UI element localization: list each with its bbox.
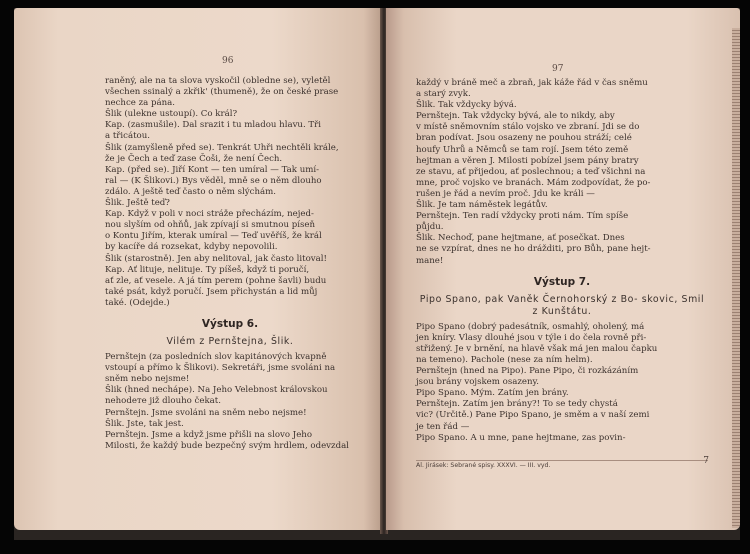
text-line: Šlik (hned nechápe). Na Jeho Velebnost královskou (105, 385, 328, 396)
text-line: ne se vzpírat, dnes ne ho drážditi, pro Bůh, pane hejt- (416, 244, 651, 255)
footer-imprint: Al. Jirásek: Sebrané spisy. XXXVI. — III. vyd. (416, 460, 708, 469)
text-line: mne, proč vojsko ve branách. Mám zodpovídat, že po- (416, 177, 651, 188)
text-line: rušen je řád a nevím proč. Jdu ke králi — (416, 188, 595, 199)
text-line: půjdu. (416, 222, 444, 233)
text-line: bran podívat. Jsou osazeny ne pouhou stráží; celé (416, 133, 632, 144)
text-line: Šlik. Jste, tak jest. (105, 418, 184, 429)
text-line: Šlik (ulekne ustoupí). Co král? (105, 109, 238, 120)
text-line: Pernštejn. Tak vždycky bývá, ale to nikdy, aby (416, 111, 615, 122)
text-line: na temeno). Pachole (nese za ním helm). (416, 354, 593, 365)
text-line: Pipo Spano (dobrý padesátník, osmahlý, oholený, má (416, 321, 645, 332)
text-line: Pipo Spano. A u mne, pane hejtmane, zas povin- (416, 432, 626, 443)
text-line: Kap. (zasmušile). Dal srazit i tu mladou hlavu. Tři (105, 120, 322, 131)
text-line: Pernštejn. Ten radí vždycky proti nám. Tím spíše (416, 211, 629, 222)
text-line: by kacíře dá rozsekat, kdyby nepovolili. (105, 242, 278, 253)
text-line: také psát, když poručí. Jsem přichystán a lid můj (105, 286, 318, 297)
text-line: že je Čech a teď zase Čoši, že není Čech. (105, 153, 283, 164)
text-line: zdálo. A ještě teď často o něm slýchám. (105, 186, 277, 197)
text-line: Pernštejn. Jsme a když jsme přišli na slovo Jeho (105, 429, 312, 440)
page-number: 96 (222, 56, 234, 66)
text-line: a třicátou. (105, 131, 150, 142)
text-line: o Kontu Jiřím, kterak umíral — Teď uvěříš, že král (105, 231, 322, 242)
text-line: ať zle, ať vesele. A já tím perem (pohne šavli) budu (105, 275, 327, 286)
text-line: jsou brány vojskem osazeny. (416, 377, 539, 388)
text-line: v místě sněmovním stálo vojsko ve zbraní. Jdi se do (416, 122, 640, 133)
text-line: Šlik. Ještě teď? (105, 198, 170, 209)
text-line: Šlik. Je tam náměstek legátův. (416, 200, 548, 211)
text-line: nehodeте již dlouho čekat. (105, 396, 221, 407)
text-line: houfy Uhrů a Němců se tam rojí. Jsem této země (416, 144, 629, 155)
scene-heading: Výstup 7. (533, 275, 591, 288)
text-line: mane! (416, 255, 444, 266)
text-line: každý v bráně meč a zbraň, jak káže řád v čas sněmu (416, 78, 648, 88)
text-line: Pernštejn (hned na Pipo). Pane Pipo, či rozkázáním (416, 366, 639, 377)
text-line: Pernštejn. Jsme svoláni na sněm nebo nejsme! (105, 407, 307, 418)
text-line: ral — (K Šlikovi.) Bys věděl, mně se o něm dlouho (105, 175, 322, 186)
text-line: vstoupí a přímo k Šlikovi). Sekretáři, jsme svoláni na (105, 363, 336, 374)
text-line: Kap. (před se). Jiří Kont — ten umíral — Tak umí- (105, 164, 320, 175)
right-page (386, 8, 740, 530)
open-book (14, 8, 740, 540)
scene-persons: Vilém z Pernštejna, Šlik. (166, 336, 294, 348)
scene-heading: Výstup 6. (201, 317, 259, 330)
text-line: Šlik. Nechoď, pane hejtmane, ať posečkat. Dnes (416, 233, 625, 244)
text-line: také. (Odejde.) (105, 297, 170, 308)
page-text (105, 76, 355, 452)
text-line: Milosti, že každý bude bezpečný svým hrdlem, odevzdal (105, 440, 349, 451)
text-line: Pernštejn (za posledních slov kapitánových kvapně (105, 352, 327, 363)
text-line: Šlik (starostně). Jen aby nelitoval, jak často litoval! (105, 253, 327, 264)
text-line: raněný, ale na ta slova vyskočil (obledne se), vyletěl (105, 76, 331, 86)
text-line: Kap. Když v poli v noci stráže přecházím, nejed- (105, 209, 314, 220)
signature-number: 7 (703, 456, 709, 466)
text-line: sněm nebo nejsme! (105, 374, 190, 385)
text-line: Šlik (zamyšleně před se). Tenkrát Uhři nechtěli krále, (105, 142, 339, 153)
text-line: Kap. Ať lituje, nelituje. Ty píšeš, když ti poručí, (105, 264, 310, 275)
text-line: je ten řád — (416, 421, 470, 432)
text-line: Šlik. Tak vždycky bývá. (416, 100, 517, 111)
page-edges (732, 28, 740, 528)
text-line: a starý zvyk. (416, 89, 471, 100)
text-line: střižený. Je v brnění, na hlavě však má jen malou čapku (416, 343, 658, 354)
text-line: vic? (Určitě.) Pane Pipo Spano, je směm a v naší zemi (416, 410, 650, 421)
text-line: nechce za pána. (105, 98, 175, 109)
text-line: hejtman a věren J. Milosti pobízel jsem pány bratry (416, 155, 639, 166)
left-page (14, 8, 382, 530)
scene-persons: Pipo Spano, pak Vaněk Černohorský z Bo- skovic, Smil z Kunštátu. (419, 293, 705, 317)
text-line: jen kníry. Vlasy dlouhé jsou v týle i do čela rovně při- (416, 332, 647, 343)
text-line: Pernštejn. Zatím jen brány?! To se tedy chystá (416, 399, 618, 410)
text-line: všechen ssinalý a zkřik' (thumeně), že on české prase (105, 87, 339, 98)
text-line: Pipo Spano. Mým. Zatím jen brány. (416, 388, 569, 399)
text-line: ze stavu, ať přijedou, ať poslechnou; a teď všichni na (416, 166, 646, 177)
text-line: nou slyším od ohňů, jak zpívají si smutnou píseň (105, 220, 315, 231)
page-text (416, 78, 708, 444)
page-number: 97 (552, 64, 564, 74)
